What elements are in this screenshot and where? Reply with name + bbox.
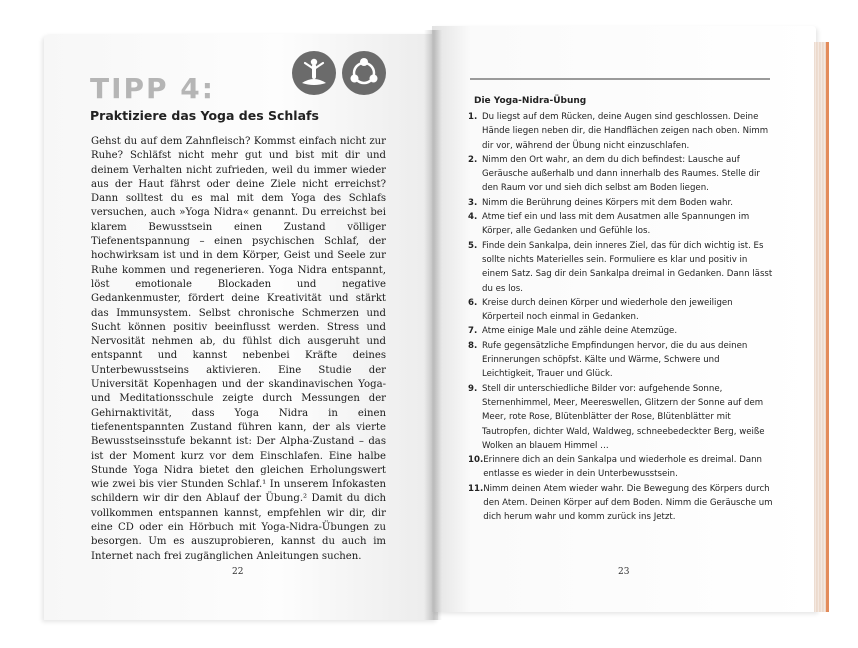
step-number: 7.: [468, 326, 478, 337]
step-text: Finde dein Sankalpa, dein inneres Ziel, das für dich wichtig ist. Es sollte nichts Materielles sein. Formuliere es klar und positiv in einem Satz. Sag dir dein Sankalpa dreimal in Gedanken. Dann lässt du es los.: [482, 240, 773, 294]
section-title: Praktiziere das Yoga des Schlafs: [90, 108, 319, 123]
tip-heading: TIPP 4:: [90, 72, 215, 105]
step-number: 5.: [468, 240, 478, 251]
step-number: 11.: [468, 483, 484, 494]
step-item: [468, 324, 774, 338]
step-text: Rufe gegensätzliche Empfindungen hervor, die du aus deinen Erinnerungen schöpfst. Kälte und Wärme, Schwere und Leichtigkeit, Trauer und Glück.: [482, 340, 748, 380]
step-number: 9.: [468, 383, 478, 394]
horizontal-rule: [470, 78, 770, 80]
yoga-meditation-icon: [292, 51, 336, 95]
step-number: 2.: [468, 154, 478, 165]
page-number-left: 22: [232, 567, 244, 577]
step-text: Stell dir unterschiedliche Bilder vor: aufgehende Sonne, Sternenhimmel, Meer, Meereswellen, Glitzern der Sonne auf dem Meer, rote Rose, Blütenblätter der Rose, Blütenblätter mit Tautropfen, dichter Wald, Waldweg, schneebedeckter Berg, weiße Wolken an blauem Himmel …: [482, 383, 765, 451]
step-item: [468, 453, 774, 482]
step-text: Erinnere dich an dein Sankalpa und wiederhole es dreimal. Dann entlasse es wieder in dein Unterbewusstsein.: [483, 455, 762, 480]
step-text: Kreise durch deinen Körper und wiederhole den jeweiligen Körperteil noch einmal in Gedanken.: [482, 297, 733, 323]
step-item: [468, 296, 774, 325]
step-number: 6.: [468, 297, 478, 308]
book-gutter: [424, 30, 442, 620]
page-number-right: 23: [618, 567, 630, 577]
step-item: [468, 239, 774, 296]
step-text: Atme tief ein und lass mit dem Ausatmen alle Spannungen im Körper, alle Gedanken und Gefühle los.: [482, 212, 750, 237]
step-item: [468, 482, 774, 525]
step-item: [468, 196, 774, 210]
step-item: [468, 339, 774, 382]
step-text: Atme einige Male und zähle deine Atemzüge.: [482, 326, 678, 337]
step-item: [468, 210, 774, 239]
step-item: [468, 153, 774, 196]
step-text: Du liegst auf dem Rücken, deine Augen sind geschlossen. Deine Hände liegen neben dir, die Handflächen zeigen nach oben. Nimm dir vor, während der Übung nicht einzuschlafen.: [482, 112, 769, 151]
exercise-steps: [468, 110, 774, 525]
page-edges: [814, 42, 829, 612]
step-item: [468, 110, 774, 153]
step-text: Nimm die Berührung deines Körpers mit dem Boden wahr.: [482, 197, 733, 208]
body-text: Gehst du auf dem Zahnfleisch? Kommst einfach nicht zur Ruhe? Schläfst nicht mehr gut und bist mit dir und deinem Verhalten nicht zufrieden, weil du immer wieder aus der Haut fährst oder deine Ziele nicht erreichst? Dann solltest du es mal mit dem Yoga des Schlafs versuchen, auch »Yoga Nidra« genannt. Du erreichst bei klarem Bewusstsein einen Zustand völliger Tiefenentspannung – einen psychischen Schlaf, der hochwirksam ist und in dem Körper, Geist und Seele zur Ruhe kommen und regenerieren. Yoga Nidra entspannt, löst emotionale Blockaden und negative Gedankenmuster, fördert deine Kreativität und stärkt das Immunsystem. Selbst chronische Schmerzen und Sucht können positiv beeinflusst werden. Stress und Nervosität nehmen ab, du fühlst dich ausgeruht und entspannt und kannst nebenbei Kräfte deines Unterbewusstseins aktivieren. Eine Studie der Universität Kopenhagen und der skandinavischen Yoga- und Meditationsschule zeigte durch Messungen der Gehirnaktivität, dass Yoga Nidra in einen tiefenentspannten Zustand führen kann, der als vierte Bewusstseinsstufe bekannt ist: Der Alpha-Zustand – das ist der Moment kurz vor dem Einschlafen. Eine halbe Stunde Yoga Nidra bietet den gleichen Erholungswert wie zwei bis vier Stunden Schlaf.¹ In unserem Infokasten schildern wir dir den Ablauf der Übung.² Damit du dich vollkommen entspannen kannst, empfehlen wir dir, dir eine CD oder ein Hörbuch mit Yoga-Nidra-Übungen zu besorgen. Um es auszuprobieren, kannst du auch im Internet nach frei zugänglichen Anleitungen suchen.: [91, 136, 386, 562]
exercise-title: Die Yoga-Nidra-Übung: [474, 96, 587, 106]
step-number: 3.: [468, 197, 478, 208]
step-item: [468, 382, 774, 453]
triangle-circles-icon: [342, 51, 386, 95]
step-text: Nimm deinen Atem wieder wahr. Die Bewegung des Körpers durch den Atem. Deinen Körper auf dem Boden. Nimm die Geräusche um dich herum wahr und komm zurück ins Jetzt.: [483, 483, 773, 523]
step-number: 4.: [468, 212, 478, 223]
step-number: 10.: [468, 455, 484, 466]
step-text: Nimm den Ort wahr, an dem du dich befindest: Lausche auf Geräusche außerhalb und dann innerhalb des Raumes. Stelle dir den Raum vor und sieh dich selbst am Boden liegen.: [482, 154, 760, 194]
step-number: 1.: [468, 112, 478, 122]
step-number: 8.: [468, 340, 478, 351]
